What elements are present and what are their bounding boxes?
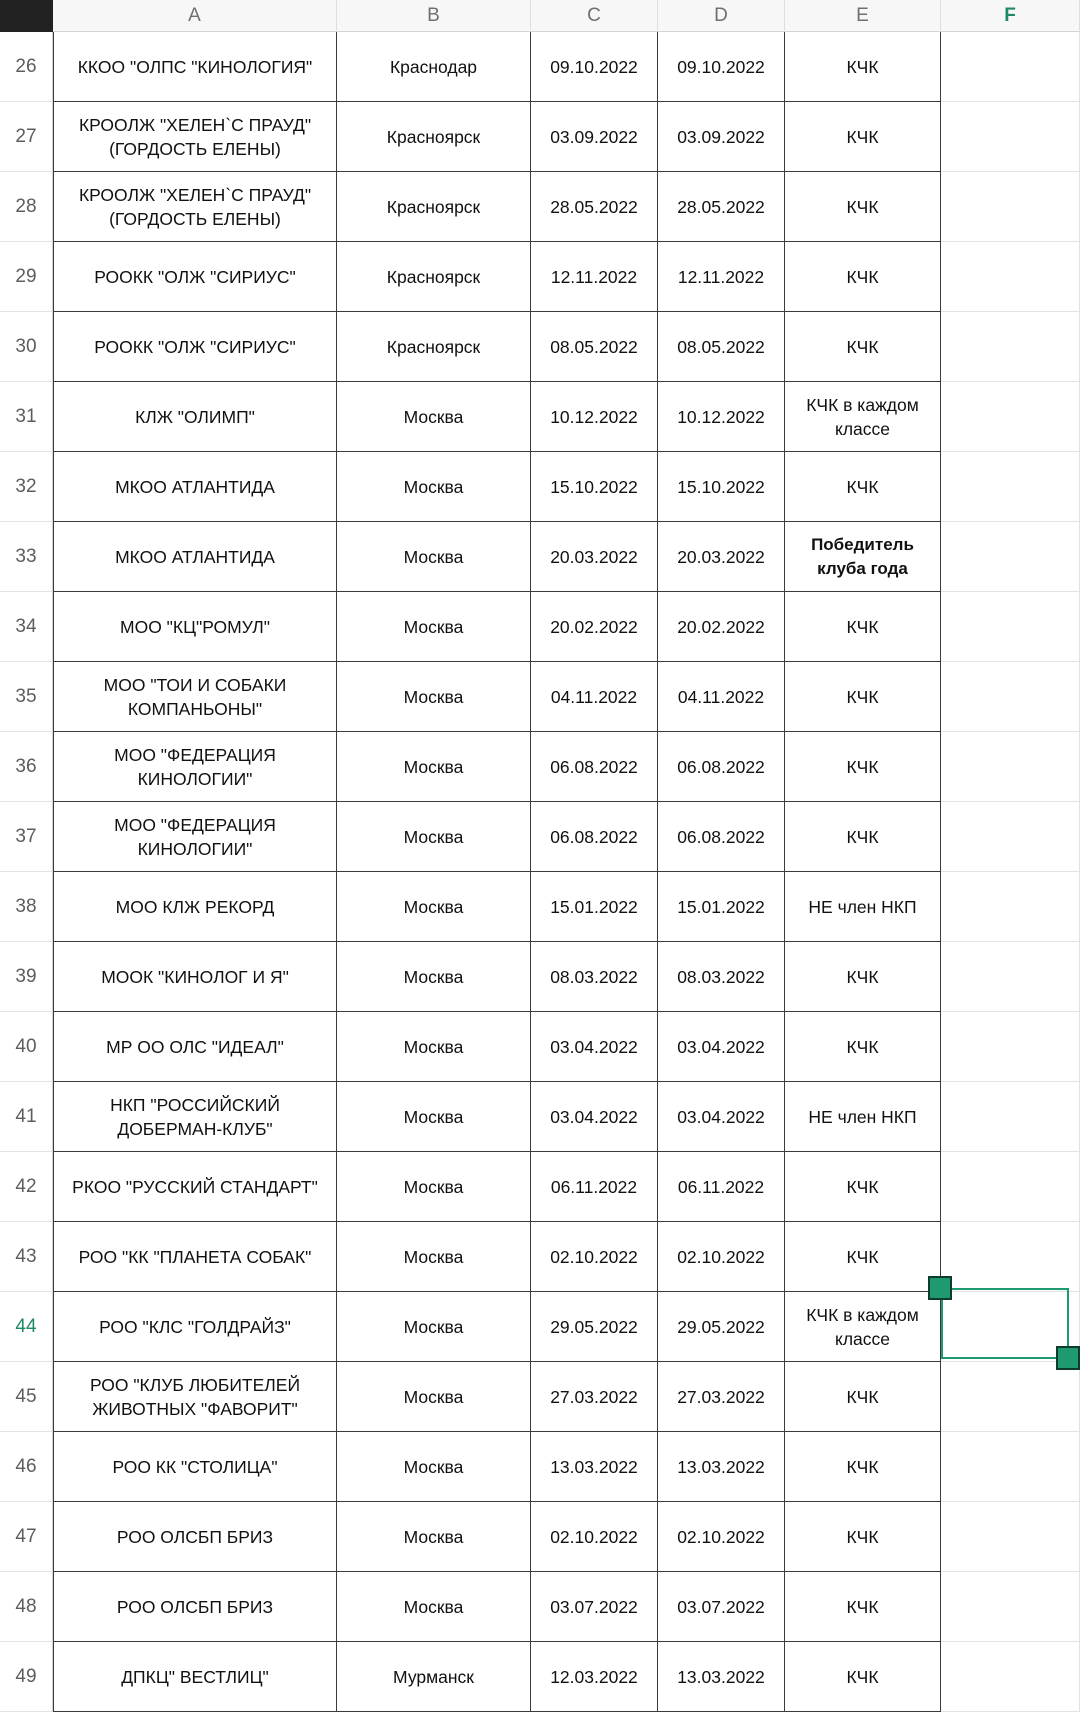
cell-d[interactable]: 06.08.2022 xyxy=(658,732,785,802)
cell-b[interactable]: Краснодар xyxy=(337,32,531,102)
selection-end-handle[interactable] xyxy=(1056,1346,1080,1370)
cell-d[interactable]: 02.10.2022 xyxy=(658,1502,785,1572)
column-header-c[interactable]: C xyxy=(531,0,658,32)
cell-f[interactable] xyxy=(941,942,1080,1012)
cell-d[interactable]: 03.04.2022 xyxy=(658,1082,785,1152)
row-header[interactable]: 27 xyxy=(0,102,53,172)
cell-d[interactable]: 04.11.2022 xyxy=(658,662,785,732)
row-header[interactable]: 42 xyxy=(0,1152,53,1222)
row-header[interactable]: 33 xyxy=(0,522,53,592)
cell-a[interactable]: МКОО АТЛАНТИДА xyxy=(53,452,337,522)
cell-b[interactable]: Москва xyxy=(337,592,531,662)
row-header[interactable]: 41 xyxy=(0,1082,53,1152)
cell-d[interactable]: 27.03.2022 xyxy=(658,1362,785,1432)
cell-b[interactable]: Мурманск xyxy=(337,1642,531,1712)
cell-e[interactable]: КЧК в каждом классе xyxy=(785,1292,941,1362)
cell-b[interactable]: Москва xyxy=(337,1362,531,1432)
cell-f[interactable] xyxy=(941,1362,1080,1432)
cell-f[interactable] xyxy=(941,32,1080,102)
cell-c[interactable]: 12.03.2022 xyxy=(531,1642,658,1712)
cell-b[interactable]: Красноярск xyxy=(337,172,531,242)
cell-a[interactable]: МОО "ФЕДЕРАЦИЯ КИНОЛОГИИ" xyxy=(53,802,337,872)
column-header-e[interactable]: E xyxy=(785,0,941,32)
cell-d[interactable]: 06.11.2022 xyxy=(658,1152,785,1222)
cell-b[interactable]: Красноярск xyxy=(337,242,531,312)
row-header[interactable]: 32 xyxy=(0,452,53,522)
column-header-a[interactable]: A xyxy=(53,0,337,32)
cell-f[interactable] xyxy=(941,1502,1080,1572)
cell-c[interactable]: 06.08.2022 xyxy=(531,732,658,802)
row-header[interactable]: 38 xyxy=(0,872,53,942)
cell-b[interactable]: Москва xyxy=(337,1082,531,1152)
cell-a[interactable]: РОО ОЛСБП БРИЗ xyxy=(53,1572,337,1642)
cell-c[interactable]: 15.01.2022 xyxy=(531,872,658,942)
cell-b[interactable]: Красноярск xyxy=(337,102,531,172)
row-header[interactable]: 34 xyxy=(0,592,53,662)
cell-b[interactable]: Москва xyxy=(337,1012,531,1082)
row-header[interactable]: 46 xyxy=(0,1432,53,1502)
cell-f[interactable] xyxy=(941,172,1080,242)
cell-f[interactable] xyxy=(941,312,1080,382)
cell-a[interactable]: РОО "КЛС "ГОЛДРАЙЗ" xyxy=(53,1292,337,1362)
cell-f[interactable] xyxy=(941,382,1080,452)
cell-d[interactable]: 13.03.2022 xyxy=(658,1432,785,1502)
cell-a[interactable]: КРООЛЖ "ХЕЛЕН`С ПРАУД" (ГОРДОСТЬ ЕЛЕНЫ) xyxy=(53,172,337,242)
cell-a[interactable]: РКОО "РУССКИЙ СТАНДАРТ" xyxy=(53,1152,337,1222)
cell-e[interactable]: КЧК xyxy=(785,1572,941,1642)
cell-f[interactable] xyxy=(941,1432,1080,1502)
cell-f[interactable] xyxy=(941,1082,1080,1152)
cell-f[interactable] xyxy=(941,1222,1080,1292)
cell-c[interactable]: 03.04.2022 xyxy=(531,1082,658,1152)
row-header[interactable]: 30 xyxy=(0,312,53,382)
cell-a[interactable]: РОО КК "СТОЛИЦА" xyxy=(53,1432,337,1502)
cell-e[interactable]: Победитель клуба года xyxy=(785,522,941,592)
cell-b[interactable]: Москва xyxy=(337,942,531,1012)
cell-f[interactable] xyxy=(941,1152,1080,1222)
cell-a[interactable]: РООКК "ОЛЖ "СИРИУС" xyxy=(53,312,337,382)
cell-c[interactable]: 12.11.2022 xyxy=(531,242,658,312)
cell-e[interactable]: КЧК xyxy=(785,102,941,172)
cell-a[interactable]: ККОО "ОЛПС "КИНОЛОГИЯ" xyxy=(53,32,337,102)
cell-c[interactable]: 06.11.2022 xyxy=(531,1152,658,1222)
cell-c[interactable]: 02.10.2022 xyxy=(531,1222,658,1292)
cell-e[interactable]: КЧК в каждом классе xyxy=(785,382,941,452)
cell-e[interactable]: КЧК xyxy=(785,1502,941,1572)
cell-d[interactable]: 09.10.2022 xyxy=(658,32,785,102)
cell-b[interactable]: Москва xyxy=(337,382,531,452)
row-header[interactable]: 43 xyxy=(0,1222,53,1292)
cell-b[interactable]: Москва xyxy=(337,732,531,802)
cell-c[interactable]: 13.03.2022 xyxy=(531,1432,658,1502)
cell-c[interactable]: 08.05.2022 xyxy=(531,312,658,382)
row-header[interactable]: 40 xyxy=(0,1012,53,1082)
cell-d[interactable]: 20.03.2022 xyxy=(658,522,785,592)
cell-c[interactable]: 20.02.2022 xyxy=(531,592,658,662)
cell-c[interactable]: 04.11.2022 xyxy=(531,662,658,732)
cell-c[interactable]: 06.08.2022 xyxy=(531,802,658,872)
cell-f[interactable] xyxy=(941,452,1080,522)
cell-b[interactable]: Москва xyxy=(337,452,531,522)
cell-d[interactable]: 08.05.2022 xyxy=(658,312,785,382)
cell-e[interactable]: НЕ член НКП xyxy=(785,1082,941,1152)
cell-c[interactable]: 15.10.2022 xyxy=(531,452,658,522)
cell-d[interactable]: 06.08.2022 xyxy=(658,802,785,872)
row-header[interactable]: 48 xyxy=(0,1572,53,1642)
row-header[interactable]: 26 xyxy=(0,32,53,102)
cell-f[interactable] xyxy=(941,522,1080,592)
cell-e[interactable]: КЧК xyxy=(785,242,941,312)
cell-a[interactable]: МР ОО ОЛС "ИДЕАЛ" xyxy=(53,1012,337,1082)
cell-d[interactable]: 12.11.2022 xyxy=(658,242,785,312)
cell-f[interactable] xyxy=(941,1012,1080,1082)
cell-a[interactable]: МОО "КЦ"РОМУЛ" xyxy=(53,592,337,662)
cell-a[interactable]: РОО "КЛУБ ЛЮБИТЕЛЕЙ ЖИВОТНЫХ "ФАВОРИТ" xyxy=(53,1362,337,1432)
cell-e[interactable]: КЧК xyxy=(785,1642,941,1712)
cell-f[interactable] xyxy=(941,662,1080,732)
cell-a[interactable]: МКОО АТЛАНТИДА xyxy=(53,522,337,592)
row-header[interactable]: 31 xyxy=(0,382,53,452)
cell-d[interactable]: 08.03.2022 xyxy=(658,942,785,1012)
cell-c[interactable]: 28.05.2022 xyxy=(531,172,658,242)
cell-d[interactable]: 02.10.2022 xyxy=(658,1222,785,1292)
cell-c[interactable]: 03.04.2022 xyxy=(531,1012,658,1082)
cell-c[interactable]: 29.05.2022 xyxy=(531,1292,658,1362)
cell-a[interactable]: РООКК "ОЛЖ "СИРИУС" xyxy=(53,242,337,312)
cell-c[interactable]: 09.10.2022 xyxy=(531,32,658,102)
cell-c[interactable]: 03.09.2022 xyxy=(531,102,658,172)
cell-d[interactable]: 20.02.2022 xyxy=(658,592,785,662)
cell-e[interactable]: КЧК xyxy=(785,1012,941,1082)
column-header-d[interactable]: D xyxy=(658,0,785,32)
cell-b[interactable]: Москва xyxy=(337,1292,531,1362)
cell-c[interactable]: 02.10.2022 xyxy=(531,1502,658,1572)
cell-e[interactable]: КЧК xyxy=(785,312,941,382)
cell-f[interactable] xyxy=(941,802,1080,872)
cell-a[interactable]: МОО КЛЖ РЕКОРД xyxy=(53,872,337,942)
cell-d[interactable]: 15.10.2022 xyxy=(658,452,785,522)
cell-c[interactable]: 20.03.2022 xyxy=(531,522,658,592)
cell-d[interactable]: 29.05.2022 xyxy=(658,1292,785,1362)
cell-f[interactable] xyxy=(941,1572,1080,1642)
cell-d[interactable]: 03.07.2022 xyxy=(658,1572,785,1642)
cell-d[interactable]: 15.01.2022 xyxy=(658,872,785,942)
cell-b[interactable]: Москва xyxy=(337,1152,531,1222)
cell-c[interactable]: 08.03.2022 xyxy=(531,942,658,1012)
cell-e[interactable]: КЧК xyxy=(785,1152,941,1222)
column-header-b[interactable]: B xyxy=(337,0,531,32)
cell-e[interactable]: КЧК xyxy=(785,802,941,872)
cell-c[interactable]: 10.12.2022 xyxy=(531,382,658,452)
cell-e[interactable]: КЧК xyxy=(785,732,941,802)
cell-b[interactable]: Москва xyxy=(337,1572,531,1642)
column-header-f[interactable]: F xyxy=(941,0,1080,32)
cell-b[interactable]: Москва xyxy=(337,522,531,592)
cell-a[interactable]: РОО "КК "ПЛАНЕТА СОБАК" xyxy=(53,1222,337,1292)
selection-start-handle[interactable] xyxy=(928,1276,952,1300)
cell-e[interactable]: НЕ член НКП xyxy=(785,872,941,942)
cell-b[interactable]: Москва xyxy=(337,1222,531,1292)
row-header[interactable]: 35 xyxy=(0,662,53,732)
cell-d[interactable]: 03.04.2022 xyxy=(658,1012,785,1082)
cell-b[interactable]: Москва xyxy=(337,802,531,872)
cell-f[interactable] xyxy=(941,102,1080,172)
cell-f[interactable] xyxy=(941,1642,1080,1712)
cell-f[interactable] xyxy=(941,242,1080,312)
row-header[interactable]: 37 xyxy=(0,802,53,872)
cell-e[interactable]: КЧК xyxy=(785,1432,941,1502)
row-header[interactable]: 47 xyxy=(0,1502,53,1572)
cell-a[interactable]: ДПКЦ" ВЕСТЛИЦ" xyxy=(53,1642,337,1712)
row-header[interactable]: 36 xyxy=(0,732,53,802)
cell-e[interactable]: КЧК xyxy=(785,32,941,102)
row-header[interactable]: 44 xyxy=(0,1292,53,1362)
cell-d[interactable]: 13.03.2022 xyxy=(658,1642,785,1712)
cell-b[interactable]: Москва xyxy=(337,1502,531,1572)
cell-a[interactable]: КРООЛЖ "ХЕЛЕН`С ПРАУД" (ГОРДОСТЬ ЕЛЕНЫ) xyxy=(53,102,337,172)
row-header[interactable]: 29 xyxy=(0,242,53,312)
cell-a[interactable]: МОО "ТОИ И СОБАКИ КОМПАНЬОНЫ" xyxy=(53,662,337,732)
cell-d[interactable]: 03.09.2022 xyxy=(658,102,785,172)
cell-a[interactable]: КЛЖ "ОЛИМП" xyxy=(53,382,337,452)
cell-a[interactable]: РОО ОЛСБП БРИЗ xyxy=(53,1502,337,1572)
cell-f[interactable] xyxy=(941,592,1080,662)
cell-d[interactable]: 28.05.2022 xyxy=(658,172,785,242)
cell-b[interactable]: Москва xyxy=(337,662,531,732)
cell-e[interactable]: КЧК xyxy=(785,1222,941,1292)
cell-f[interactable] xyxy=(941,872,1080,942)
cell-a[interactable]: НКП "РОССИЙСКИЙ ДОБЕРМАН-КЛУБ" xyxy=(53,1082,337,1152)
cell-e[interactable]: КЧК xyxy=(785,662,941,732)
cell-d[interactable]: 10.12.2022 xyxy=(658,382,785,452)
row-header[interactable]: 49 xyxy=(0,1642,53,1712)
select-all-corner[interactable] xyxy=(0,0,53,32)
cell-e[interactable]: КЧК xyxy=(785,592,941,662)
cell-b[interactable]: Красноярск xyxy=(337,312,531,382)
cell-e[interactable]: КЧК xyxy=(785,452,941,522)
cell-a[interactable]: МООК "КИНОЛОГ И Я" xyxy=(53,942,337,1012)
cell-e[interactable]: КЧК xyxy=(785,942,941,1012)
cell-a[interactable]: МОО "ФЕДЕРАЦИЯ КИНОЛОГИИ" xyxy=(53,732,337,802)
cell-e[interactable]: КЧК xyxy=(785,172,941,242)
row-header[interactable]: 28 xyxy=(0,172,53,242)
cell-f[interactable] xyxy=(941,732,1080,802)
cell-e[interactable]: КЧК xyxy=(785,1362,941,1432)
cell-b[interactable]: Москва xyxy=(337,1432,531,1502)
row-header[interactable]: 39 xyxy=(0,942,53,1012)
row-header[interactable]: 45 xyxy=(0,1362,53,1432)
cell-c[interactable]: 27.03.2022 xyxy=(531,1362,658,1432)
cell-b[interactable]: Москва xyxy=(337,872,531,942)
cell-c[interactable]: 03.07.2022 xyxy=(531,1572,658,1642)
